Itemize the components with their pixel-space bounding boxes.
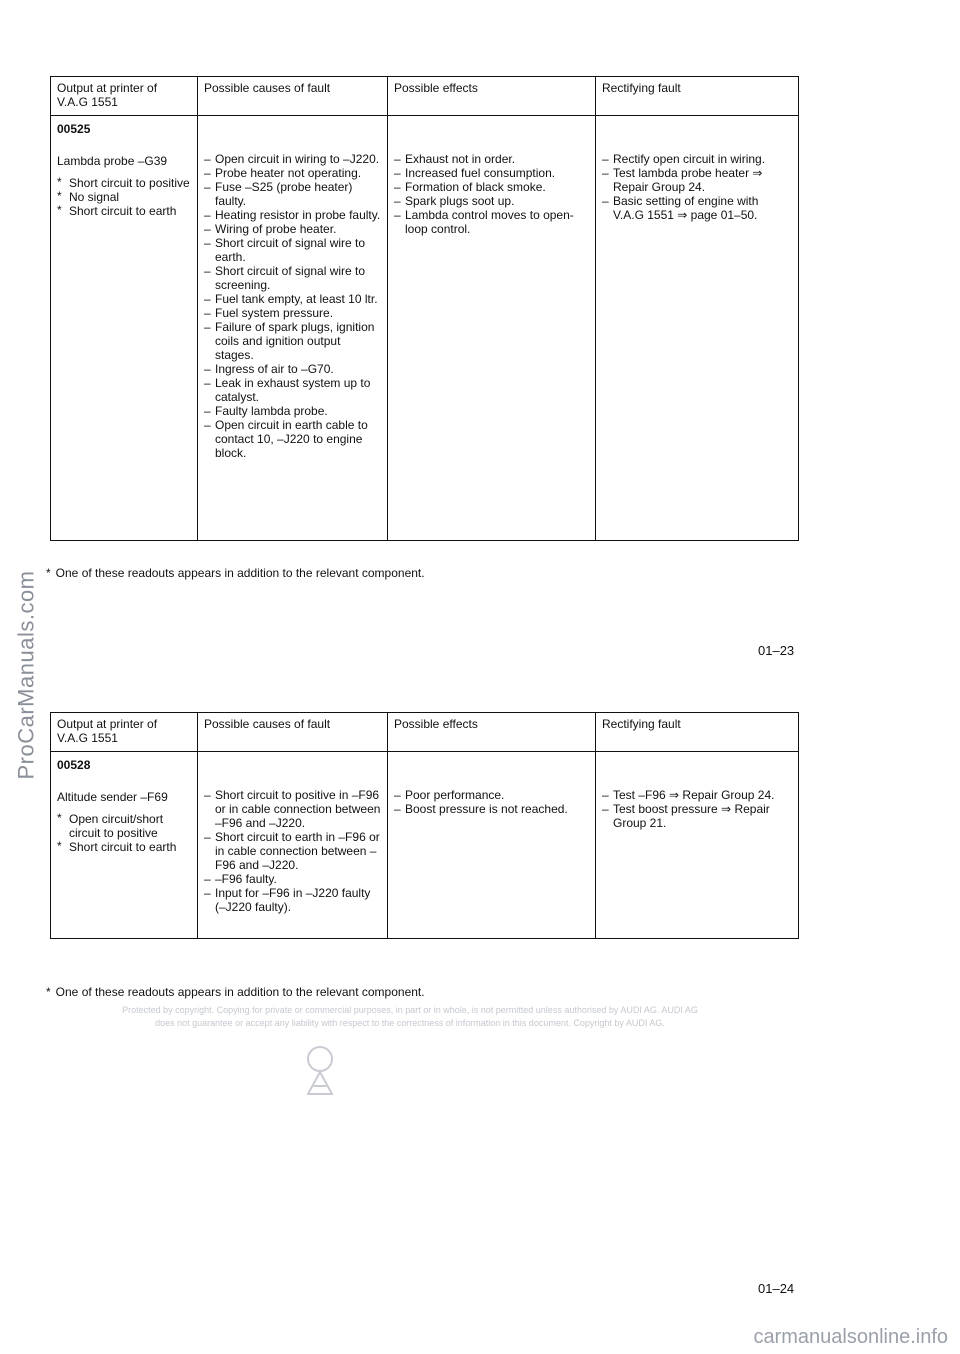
cause-item: – Fuse –S25 (probe heater) faulty.: [204, 180, 381, 208]
cause-item: – Short circuit to earth in –F96 or in cable connection between –F96 and –J220.: [204, 830, 381, 872]
rectify-list: [602, 152, 792, 222]
cause-item: – Short circuit of signal wire to earth.: [204, 236, 381, 264]
cause-item: – Ingress of air to –G70.: [204, 362, 381, 376]
cause-item: – Open circuit in wiring to –J220.: [204, 152, 381, 166]
bottom-watermark: carmanualsonline.info: [753, 1326, 948, 1348]
component-name: Altitude sender –F69: [57, 790, 168, 804]
cause-item: – Fuel tank empty, at least 10 ltr.: [204, 292, 381, 306]
header-rectify: Rectifying fault: [596, 713, 799, 752]
effects-list: [394, 788, 589, 816]
output-cell: [51, 752, 198, 939]
causes-cell: [198, 116, 388, 541]
rectify-cell: [596, 116, 799, 541]
condition-item: * Short circuit to earth: [57, 204, 191, 218]
effect-item: – Increased fuel consumption.: [394, 166, 589, 180]
effect-item: – Lambda control moves to open-loop control.: [394, 208, 589, 236]
page-number-1: 01–23: [758, 643, 795, 658]
effect-item: – Formation of black smoke.: [394, 180, 589, 194]
component-name: Lambda probe –G39: [57, 154, 168, 168]
effects-list: [394, 152, 589, 236]
cause-item: – Faulty lambda probe.: [204, 404, 381, 418]
condition-item: * No signal: [57, 190, 191, 204]
fault-table-00525: [50, 76, 799, 541]
copyright-notice: Protected by copyright. Copying for private or commercial purposes, in part or in whole, is not permitted unless authorised by AUDI AG. AUDI AG does not guarantee or accept any liability with respect to the correctness of information in this document. Copyright by AUDI AG.: [122, 1005, 698, 1028]
rectify-list: [602, 788, 792, 830]
rectify-item: – Rectify open circuit in wiring.: [602, 152, 792, 166]
cause-item: – Short circuit to positive in –F96 or in cable connection between –F96 and –J220.: [204, 788, 381, 830]
cause-item: – –F96 faulty.: [204, 872, 381, 886]
table-row: [51, 116, 799, 541]
output-cell: [51, 116, 198, 541]
condition-item: * Open circuit/short circuit to positive: [57, 812, 191, 840]
condition-item: * Short circuit to positive: [57, 176, 191, 190]
cause-item: – Fuel system pressure.: [204, 306, 381, 320]
header-causes: Possible causes of fault: [198, 77, 388, 116]
logo-icon: [296, 1042, 344, 1105]
rectify-item: – Test boost pressure ⇒ Repair Group 21.: [602, 802, 792, 830]
cause-item: – Input for –F96 in –J220 faulty (–J220 faulty).: [204, 886, 381, 914]
footnote-1: * One of these readouts appears in addition to the relevant component.: [46, 566, 425, 580]
causes-list: [204, 788, 381, 914]
table-row: [51, 752, 799, 939]
cause-item: – Leak in exhaust system up to catalyst.: [204, 376, 381, 404]
fault-code: 00528: [57, 758, 91, 772]
condition-item: * Short circuit to earth: [57, 840, 191, 854]
side-watermark: ProCarManuals.com: [13, 570, 39, 780]
header-causes: Possible causes of fault: [198, 713, 388, 752]
table-header-row: [51, 77, 799, 116]
header-output: Output at printer of V.A.G 1551: [51, 713, 198, 752]
page-number-2: 01–24: [758, 1281, 795, 1296]
condition-list: [57, 812, 191, 854]
footnote-2: * One of these readouts appears in addition to the relevant component.: [46, 985, 425, 999]
header-effects: Possible effects: [388, 77, 596, 116]
effect-item: – Exhaust not in order.: [394, 152, 589, 166]
fault-table-00528: [50, 712, 799, 939]
rectify-cell: [596, 752, 799, 939]
fault-code: 00525: [57, 122, 91, 136]
header-rectify: Rectifying fault: [596, 77, 799, 116]
header-effects: Possible effects: [388, 713, 596, 752]
effect-item: – Boost pressure is not reached.: [394, 802, 589, 816]
cause-item: – Heating resistor in probe faulty.: [204, 208, 381, 222]
cause-item: – Failure of spark plugs, ignition coils and ignition output stages.: [204, 320, 381, 362]
rectify-item: – Basic setting of engine with V.A.G 1551 ⇒ page 01–50.: [602, 194, 792, 222]
cause-item: – Wiring of probe heater.: [204, 222, 381, 236]
causes-cell: [198, 752, 388, 939]
header-output: Output at printer of V.A.G 1551: [51, 77, 198, 116]
rectify-item: – Test lambda probe heater ⇒ Repair Group 24.: [602, 166, 792, 194]
rectify-item: – Test –F96 ⇒ Repair Group 24.: [602, 788, 792, 802]
cause-item: – Short circuit of signal wire to screening.: [204, 264, 381, 292]
effects-cell: [388, 116, 596, 541]
causes-list: [204, 152, 381, 460]
cause-item: – Probe heater not operating.: [204, 166, 381, 180]
condition-list: [57, 176, 191, 218]
effects-cell: [388, 752, 596, 939]
effect-item: – Poor performance.: [394, 788, 589, 802]
table-header-row: [51, 713, 799, 752]
cause-item: – Open circuit in earth cable to contact 10, –J220 to engine block.: [204, 418, 381, 460]
effect-item: – Spark plugs soot up.: [394, 194, 589, 208]
